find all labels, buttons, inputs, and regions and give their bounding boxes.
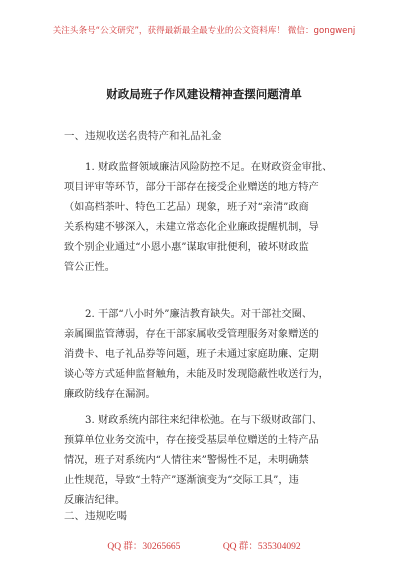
paragraph-line: 廉政防线存在漏洞。 — [64, 389, 156, 400]
paragraph-line: （如高档茶叶、特色工艺品）现象，班子对“亲清”政商 — [64, 202, 309, 213]
section-heading-2: 二、违规吃喝 — [64, 510, 127, 522]
paragraph-line: 消费卡、电子礼品券等问题，班子未通过家庭助廉、定期 — [64, 349, 319, 360]
paragraph-line: 预算单位业务交流中，存在接受基层单位赠送的土特产品 — [64, 435, 319, 446]
paragraph-line: 关系构建不够深入，未建立常态化企业廉政提醒机制，导 — [64, 222, 319, 233]
paragraph-line: 3. 财政系统内部往来纪律松弛。在与下级财政部门、 — [85, 415, 323, 426]
paragraph-1 — [64, 158, 364, 278]
footer-contacts — [0, 538, 408, 552]
footer-qq-left: QQ 群：30265665 — [107, 542, 181, 552]
paragraph-line: 项目评审等环节，部分干部存在接受企业赠送的地方特产 — [64, 182, 319, 193]
paragraph-line: 1. 财政监督领域廉洁风险防控不足。在财政资金审批、 — [85, 162, 333, 173]
paragraph-line: 致个别企业通过“小恩小惠”谋取审批便利，破坏财政监 — [64, 242, 309, 253]
section-heading-1: 一、违规收送名贵特产和礼品礼金 — [64, 130, 222, 142]
paragraph-2 — [64, 305, 364, 405]
paragraph-line: 亲属圈监管薄弱，存在干部家属收受管理服务对象赠送的 — [64, 329, 319, 340]
paragraph-line: 管公正性。 — [64, 262, 115, 273]
paragraph-3 — [64, 411, 364, 511]
paragraph-line: 止性规范，导致“土特产”逐渐演变为“交际工具”，违 — [64, 475, 299, 486]
footer-qq-right: QQ 群：535304092 — [222, 542, 301, 552]
paragraph-line: 反廉洁纪律。 — [64, 495, 126, 506]
header-notice: 关注头条号“公文研究”，获得最新最全最专业的公文资料库！ 微信：gongwenj — [52, 26, 356, 36]
paragraph-line: 情况，班子对系统内“人情往来”警惕性不足，未明确禁 — [64, 455, 309, 466]
paragraph-line: 2. 干部“八小时外”廉洁教育缺失。对干部社交圈、 — [85, 309, 313, 320]
paragraph-line: 谈心等方式延伸监督触角，未能及时发现隐蔽性收送行为， — [64, 369, 329, 380]
document-title: 财政局班子作风建设精神查摆问题清单 — [106, 87, 302, 101]
